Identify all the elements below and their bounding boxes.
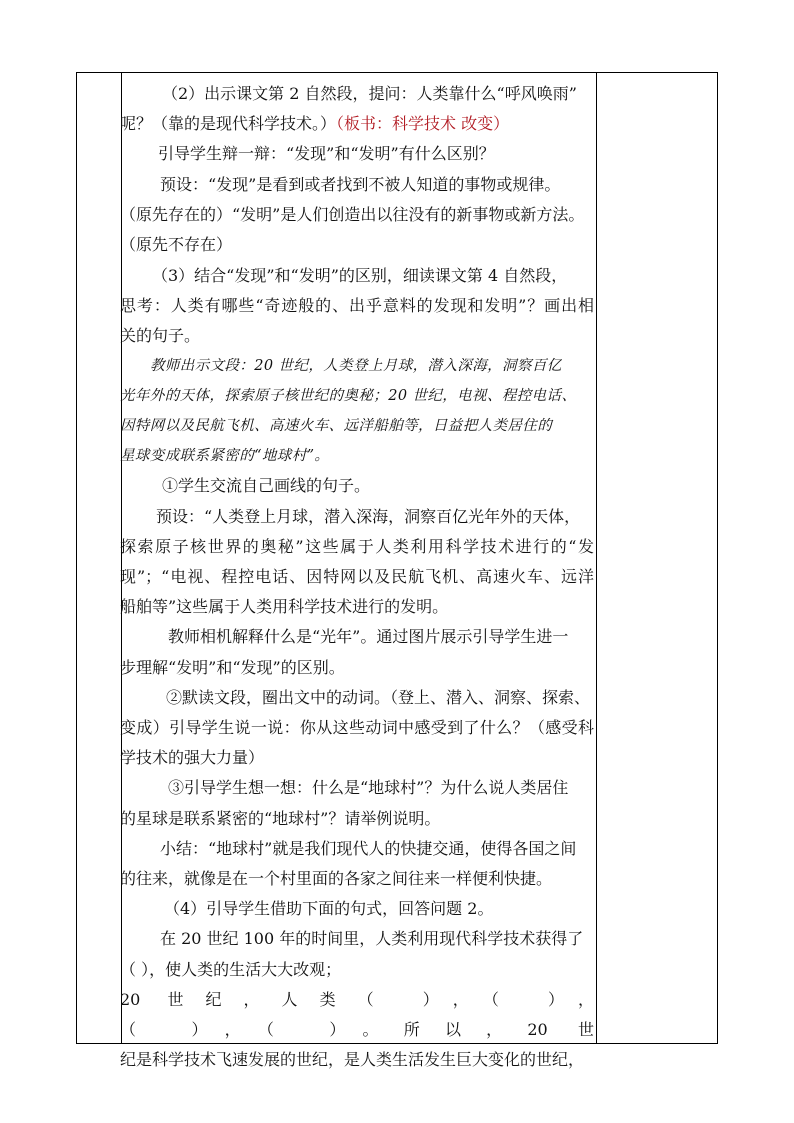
text-line-27: 的往来，就像是在一个村里面的各家之间往来一样便利快捷。 [120,869,553,888]
text-line-1: （2）出示课文第 2 自然段，提问：人类靠什么“呼风唤雨” [162,84,577,103]
text-line-4: 预设：“发现”是看到或者找到不被人知道的事物或规律。 [160,175,561,194]
text-line-21: ②默读文段，圈出文中的动词。（登上、潜入、洞察、探索、 [166,688,591,707]
text-line-33: 纪是科学技术飞速发展的世纪，是人类生活发生巨大变化的世纪， [120,1050,585,1069]
text-line-9: 关的句子。 [120,326,201,345]
text-line-18: 船舶等”这些属于人类用科学技术进行的发明。 [120,597,449,616]
text-line-25: 的星球是联系紧密的“地球村”？请举例说明。 [120,809,441,828]
text-line-12: 因特网以及民航飞机、高速火车、远洋船舶等，日益把人类居住的 [120,418,553,434]
text-line-28: （4）引导学生借助下面的句式，回答问题 2。 [164,899,494,918]
text-line-5: （原先存在的）“发明”是人们创造出以往没有的新事物或新方法。 [120,205,585,224]
text-line-29: 在 20 世纪 100 年的时间里，人类利用现代科学技术获得了 [160,929,584,948]
text-line-16: 探索原子核世界的奥秘”这些属于人类利用科学技术进行的“发 [120,537,594,556]
text-line-8: 思考：人类有哪些“奇迹般的、出乎意料的发现和发明”？画出相 [120,296,594,315]
text-line-17: 现”；“电视、程控电话、因特网以及民航飞机、高速火车、远洋 [120,567,594,586]
text-line-3: 引导学生辩一辩：“发现”和“发明”有什么区别？ [158,144,495,163]
text-line-20: 步理解“发明”和“发现”的区别。 [120,658,345,677]
text-line-11: 光年外的天体，探索原子核世纪的奥秘；20 世纪，电视、程控电话、 [120,388,577,404]
text-line-30: （ ），使人类的生活大大改观； [120,960,342,979]
text-line-31: 20 世纪，人类（ ），（ ）， [120,990,594,1009]
text-line-26: 小结：“地球村”就是我们现代人的快捷交通，使得各国之间 [160,839,577,858]
text-line-7: （3）结合“发现”和“发明”的区别，细读课文第 4 自然段， [152,266,568,285]
text-line-22: 变成）引导学生说一说：你从这些动词中感受到了什么？（感受科 [120,718,594,737]
text-line-13: 星球变成联系紧密的“地球村”。 [120,448,330,464]
text-line-2 [120,114,509,134]
text-line-2-main: 呢？（靠的是现代科学技术。） [120,114,337,133]
text-line-14: ①学生交流自己画线的句子。 [162,476,371,495]
text-line-19: 教师相机解释什么是“光年”。通过图片展示引导学生进一 [168,627,569,646]
text-line-10: 教师出示文段：20 世纪，人类登上月球，潜入深海，洞察百亿 [150,358,562,374]
text-line-24: ③引导学生想一想：什么是“地球村”？为什么说人类居住 [168,778,569,797]
text-line-23: 学技术的强大力量） [120,748,265,767]
board-writing-note: （板书：科学技术 改变） [336,114,510,133]
column-divider-right [596,73,597,1043]
text-line-15: 预设：“人类登上月球，潜入深海，洞察百亿光年外的天体， [156,507,581,526]
text-line-32: （ ），（ ）。所以，20 世 [120,1020,594,1039]
text-line-6: （原先不存在） [120,235,233,254]
